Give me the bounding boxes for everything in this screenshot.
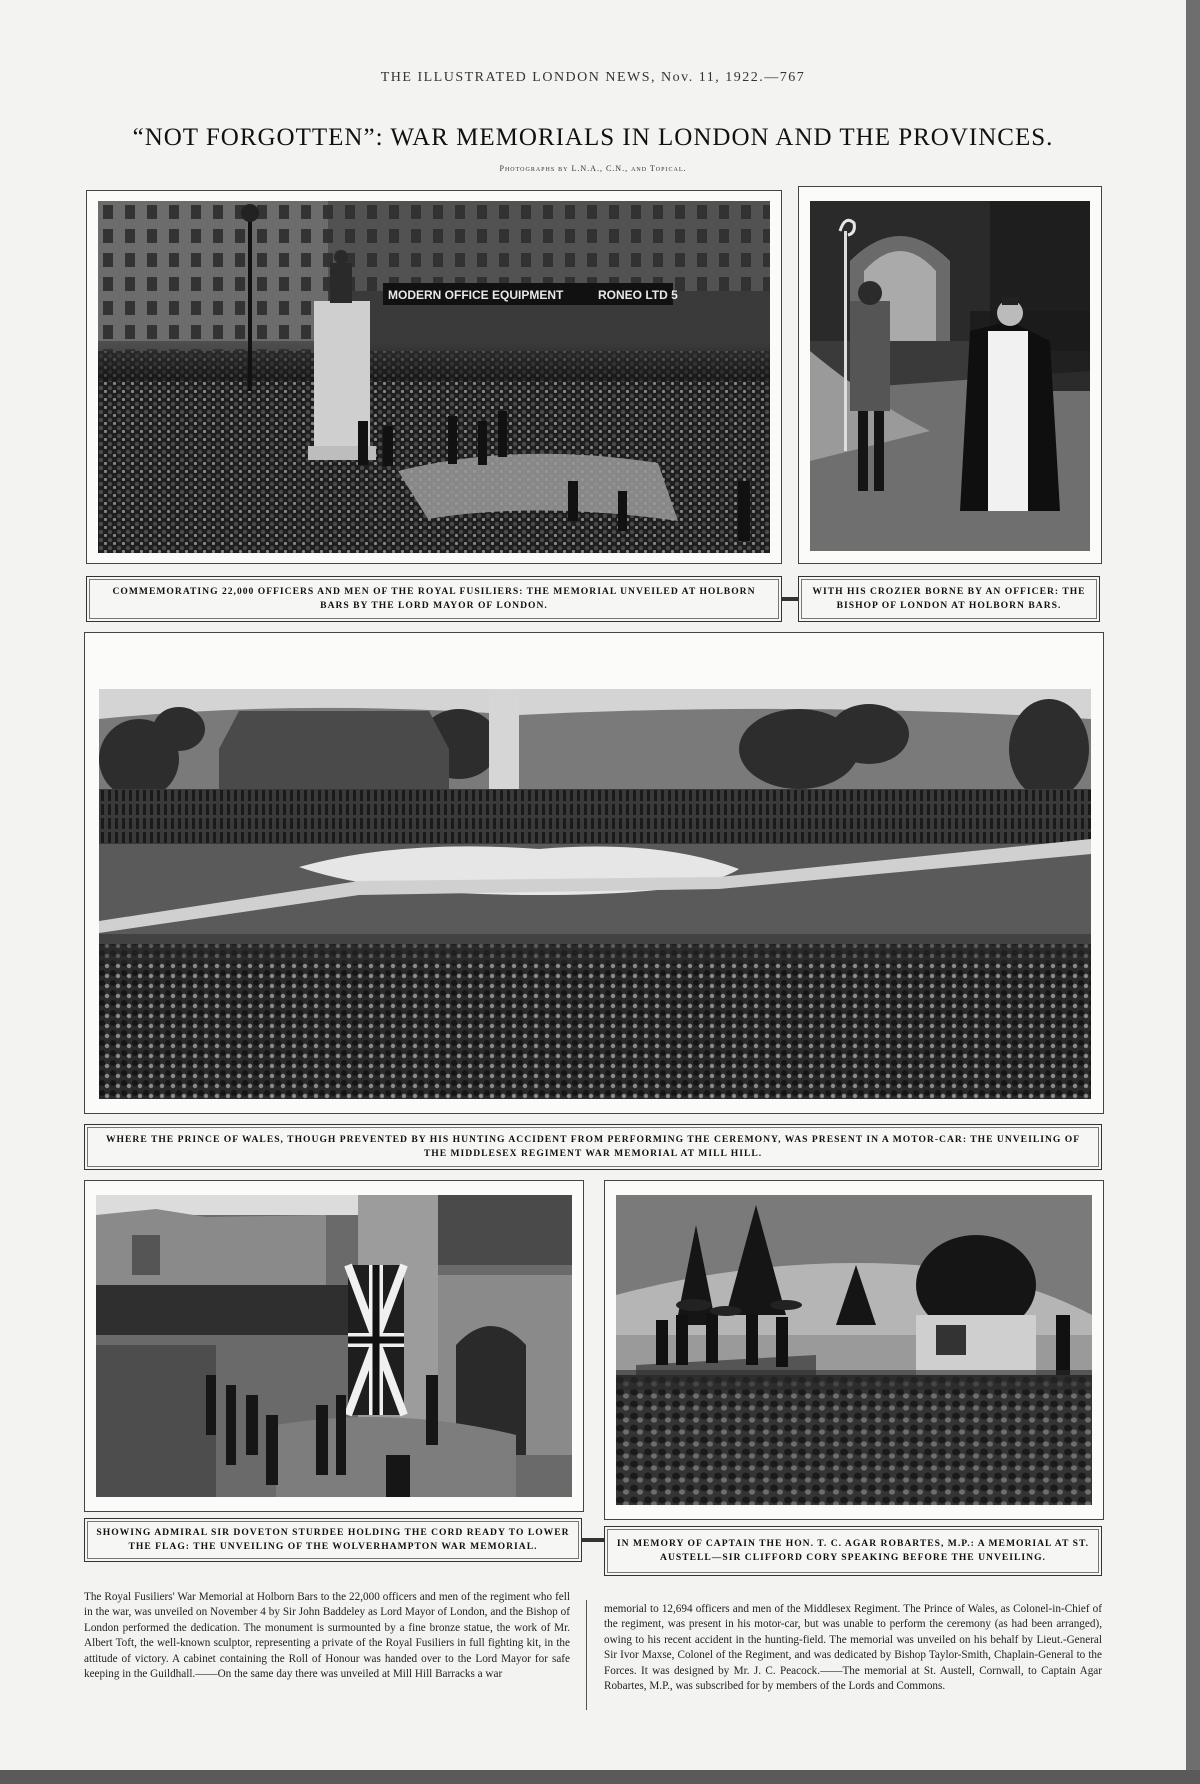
column-rule [586,1600,587,1710]
photo-frame-wolverhampton [84,1180,584,1512]
photo-frame-mill-hill [84,632,1104,1114]
photo-holborn-bars [98,201,770,553]
page-edge-shadow [1186,0,1200,1784]
photo-frame-bishop [798,186,1102,564]
article-column-2: memorial to 12,694 officers and men of the Middlesex Regiment. The Prince of Wales, as Colonel-in-Chief of the regiment, was present in his motor-car, but was unable to perform the ceremony (as had been arranged), owing to his recent accident in the hunting-field. The memorial was unveiled on his behalf by Lieut.-General Sir Ivor Maxse, Colonel of the Regiment, and was dedicated by Bishop Taylor-Smith, Chaplain-General to the Forces. It was designed by Mr. J. C. Peacock.——The memorial at St. Austell, Cornwall, to Captain Agar Robartes, M.P., was subscribed for by members of the Lords and Commons. [604,1603,1102,1693]
photo-frame-st-austell [604,1180,1104,1520]
photo-credits: Photographs by L.N.A., C.N., and Topical. [499,164,687,173]
photo-wolverhampton-memorial [96,1195,572,1497]
page-bottom-shadow [0,1770,1200,1784]
sign-roneo: RONEO LTD 5 [598,288,678,302]
photo-bishop-of-london [810,201,1090,551]
article-column-1: The Royal Fusiliers' War Memorial at Holborn Bars to the 22,000 officers and men of the regiment who fell in the war, was unveiled on November 4 by Sir John Baddeley as Lord Mayor of London, and the Bishop of London performed the dedication. The monument is surmounted by a fine bronze statue, the work of Mr. Albert Toft, the well-known sculptor, representing a private of the Royal Fusiliers in full fighting kit, in the attitude of victory. A cabinet containing the Roll of Honour was handed over to the Lord Mayor for safe keeping in the Guildhall.——On the same day there was unveiled at Mill Hill Barracks a war [84,1591,570,1681]
caption-wolverhampton: SHOWING ADMIRAL SIR DOVETON STURDEE HOLDING THE CORD READY TO LOWER THE FLAG: THE UNVEILING OF THE WOLVERHAMPTON WAR MEMORIAL. [84,1518,582,1562]
caption-st-austell: IN MEMORY OF CAPTAIN THE HON. T. C. AGAR ROBARTES, M.P.: A MEMORIAL AT ST. AUSTELL—SIR CLIFFORD CORY SPEAKING BEFORE THE UNVEILING. [604,1526,1102,1576]
photo-mill-hill-memorial [99,689,1091,1099]
caption-bishop: WITH HIS CROZIER BORNE BY AN OFFICER: THE BISHOP OF LONDON AT HOLBORN BARS. [798,576,1100,622]
caption-holborn: COMMEMORATING 22,000 OFFICERS AND MEN OF THE ROYAL FUSILIERS: THE MEMORIAL UNVEILED AT HOLBORN BARS BY THE LORD MAYOR OF LONDON. [86,576,782,622]
caption-connector-lower [582,1538,604,1542]
sign-modern-office: MODERN OFFICE EQUIPMENT [388,288,564,302]
headline: “NOT FORGOTTEN”: WAR MEMORIALS IN LONDON AND THE PROVINCES. [132,124,1054,151]
caption-connector [782,597,798,601]
photo-frame-holborn [86,190,782,564]
caption-mill-hill: WHERE THE PRINCE OF WALES, THOUGH PREVENTED BY HIS HUNTING ACCIDENT FROM PERFORMING THE CEREMONY, WAS PRESENT IN A MOTOR-CAR: THE UNVEILING OF THE MIDDLESEX REGIMENT WAR MEMORIAL AT MILL HILL. [84,1124,1102,1170]
photo-st-austell-memorial [616,1195,1092,1505]
running-head: THE ILLUSTRATED LONDON NEWS, Nov. 11, 1922.—767 [380,70,806,85]
